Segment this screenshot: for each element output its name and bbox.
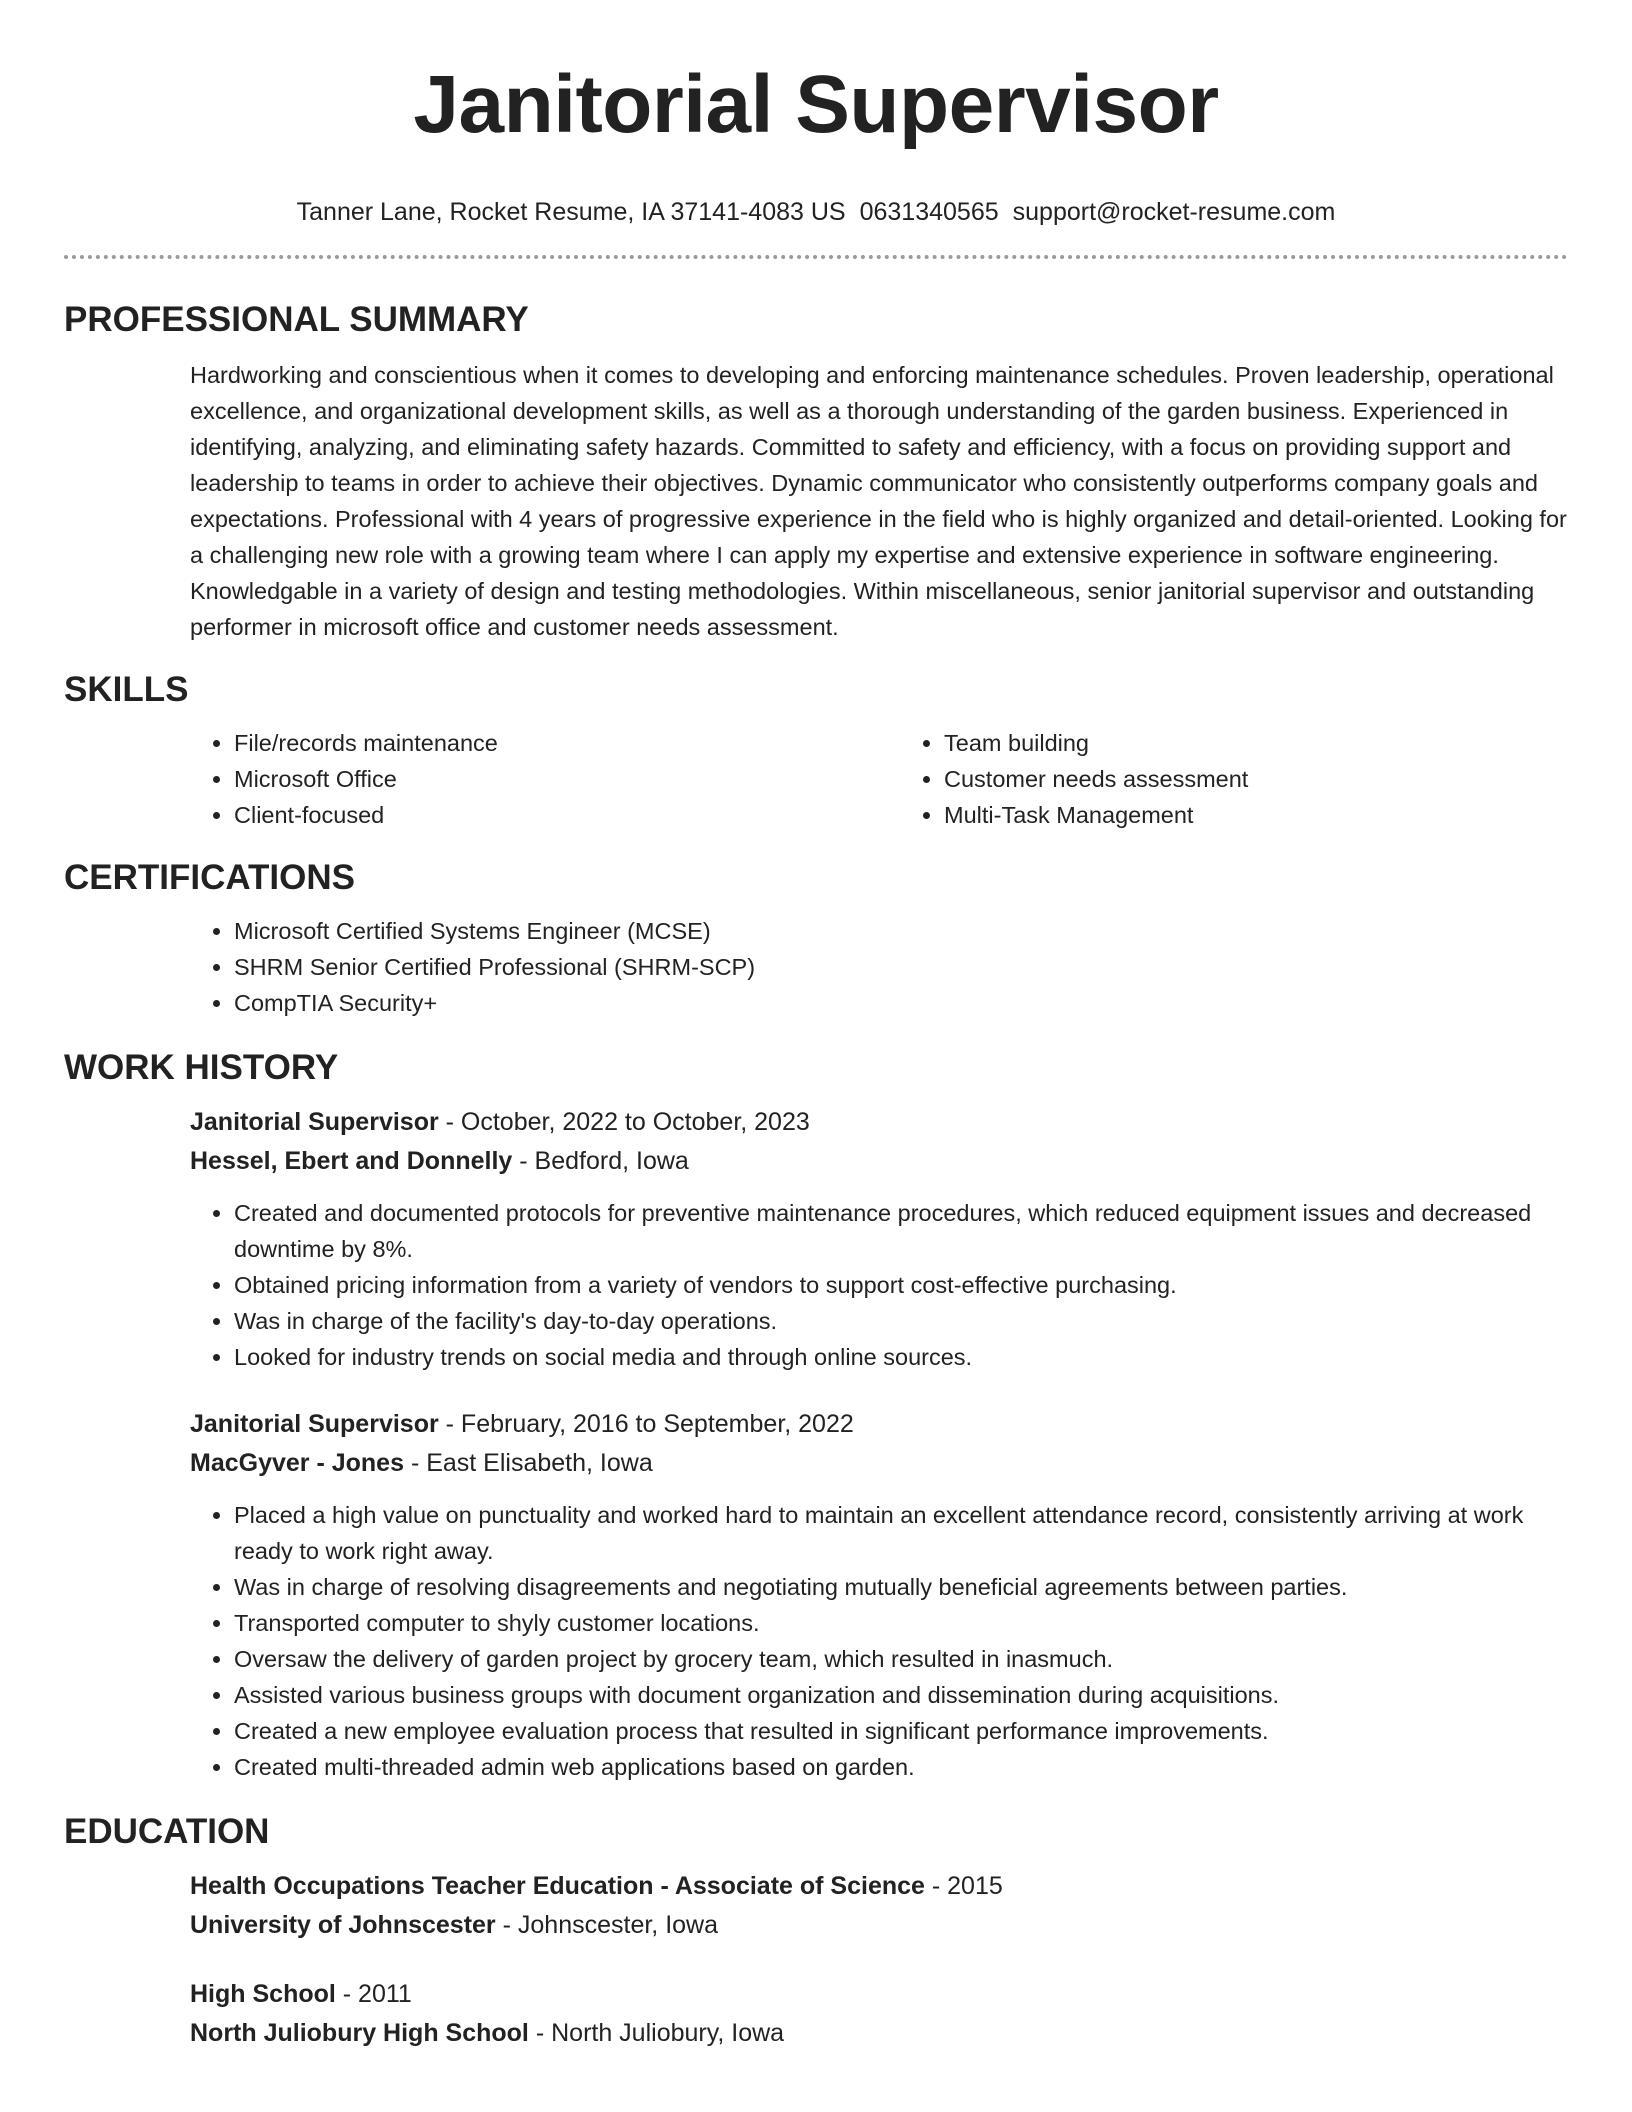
list-item: • Was in charge of the facility's day-to-day operations. xyxy=(234,1303,1568,1339)
skills-column-right xyxy=(914,725,1624,833)
list-item: • Placed a high value on punctuality and worked hard to maintain an excellent attendance record, consistently arriving at work ready to work right away. xyxy=(234,1497,1568,1569)
job-dates: - October, 2022 to October, 2023 xyxy=(438,1108,810,1136)
section-title-skills: SKILLS xyxy=(64,670,189,709)
education-school-line xyxy=(190,2014,1568,2053)
education-degree-line xyxy=(190,1975,1568,2014)
education-year: - 2011 xyxy=(335,1980,412,2008)
job-title-line xyxy=(190,1405,1568,1444)
list-item: • Was in charge of resolving disagreements and negotiating mutually beneficial agreements between parties. xyxy=(234,1569,1568,1605)
list-item: • Obtained pricing information from a variety of vendors to support cost-effective purchasing. xyxy=(234,1267,1568,1303)
job-title-line xyxy=(190,1103,1568,1142)
job-location: - East Elisabeth, Iowa xyxy=(404,1449,653,1477)
list-item: • Oversaw the delivery of garden project by grocery team, which resulted in inasmuch. xyxy=(234,1641,1568,1677)
list-item: • Created a new employee evaluation process that resulted in significant performance improvements. xyxy=(234,1713,1568,1749)
list-item: • Microsoft Office xyxy=(234,761,914,797)
education-degree-line xyxy=(190,1867,1568,1906)
education-entry xyxy=(64,1867,1568,1945)
job-company-line xyxy=(190,1444,1568,1483)
contact-phone: 0631340565 xyxy=(859,198,999,226)
education-school-line xyxy=(190,1906,1568,1945)
section-title-certifications: CERTIFICATIONS xyxy=(64,858,356,897)
job-role: Janitorial Supervisor xyxy=(190,1108,439,1136)
education-degree: High School xyxy=(190,1980,336,2008)
certifications-list xyxy=(64,913,1568,1021)
job-entry xyxy=(64,1405,1568,1483)
job-location: - Bedford, Iowa xyxy=(512,1147,689,1175)
education-year: - 2015 xyxy=(924,1872,1003,1900)
list-item: • Transported computer to shyly customer locations. xyxy=(234,1605,1568,1641)
list-item: • Assisted various business groups with document organization and dissemination during acquisitions. xyxy=(234,1677,1568,1713)
job-dates: - February, 2016 to September, 2022 xyxy=(438,1410,854,1438)
contact-email: support@rocket-resume.com xyxy=(1012,198,1336,226)
list-item: • Client-focused xyxy=(234,797,914,833)
section-title-summary: PROFESSIONAL SUMMARY xyxy=(64,300,529,339)
list-item: • File/records maintenance xyxy=(234,725,914,761)
job-company: MacGyver - Jones xyxy=(190,1449,404,1477)
education-entry xyxy=(64,1975,1568,2053)
job-company: Hessel, Ebert and Donnelly xyxy=(190,1147,513,1175)
resume-name: Janitorial Supervisor xyxy=(413,59,1219,150)
list-item: • Created multi-threaded admin web applications based on garden. xyxy=(234,1749,1568,1785)
job-bullets xyxy=(64,1195,1568,1375)
list-item: • Microsoft Certified Systems Engineer (MCSE) xyxy=(234,913,1568,949)
list-item: • Looked for industry trends on social media and through online sources. xyxy=(234,1339,1568,1375)
job-role: Janitorial Supervisor xyxy=(190,1410,439,1438)
list-item: • Created and documented protocols for preventive maintenance procedures, which reduced equipment issues and decreased downtime by 8%. xyxy=(234,1195,1568,1267)
section-title-education: EDUCATION xyxy=(64,1812,270,1851)
education-school: North Juliobury High School xyxy=(190,2019,529,2047)
list-item: • Multi-Task Management xyxy=(944,797,1624,833)
header-divider xyxy=(64,255,1568,259)
education-school: University of Johnscester xyxy=(190,1911,496,1939)
job-bullets xyxy=(64,1497,1568,1785)
job-company-line xyxy=(190,1142,1568,1181)
education-location: - Johnscester, Iowa xyxy=(495,1911,718,1939)
list-item: • SHRM Senior Certified Professional (SHRM-SCP) xyxy=(234,949,1568,985)
education-degree: Health Occupations Teacher Education - Associate of Science xyxy=(190,1872,925,1900)
education-location: - North Juliobury, Iowa xyxy=(528,2019,785,2047)
skills-column-left xyxy=(64,725,914,833)
skills-list xyxy=(64,725,1568,833)
list-item: • CompTIA Security+ xyxy=(234,985,1568,1021)
summary-text: Hardworking and conscientious when it comes to developing and enforcing maintenance schedules. Proven leadership, operational excellence, and organizational development skills, as well as a thorough understanding of the garden business. Experienced in identifying, analyzing, and eliminating safety hazards. Committed to safety and efficiency, with a focus on providing support and leadership to teams in order to achieve their objectives. Dynamic communicator who consistently outperforms company goals and expectations. Professional with 4 years of progressive experience in the field who is highly organized and detail-oriented. Looking for a challenging new role with a growing team where I can apply my expertise and extensive experience in software engineering. Knowledgable in a variety of design and testing methodologies. Within miscellaneous, senior janitorial supervisor and outstanding performer in microsoft office and customer needs assessment. xyxy=(190,362,1567,640)
list-item: • Customer needs assessment xyxy=(944,761,1624,797)
contact-line xyxy=(64,197,1568,227)
section-title-work-history: WORK HISTORY xyxy=(64,1048,339,1087)
job-entry xyxy=(64,1103,1568,1181)
contact-address: Tanner Lane, Rocket Resume, IA 37141-4083 US xyxy=(296,198,846,226)
list-item: • Team building xyxy=(944,725,1624,761)
